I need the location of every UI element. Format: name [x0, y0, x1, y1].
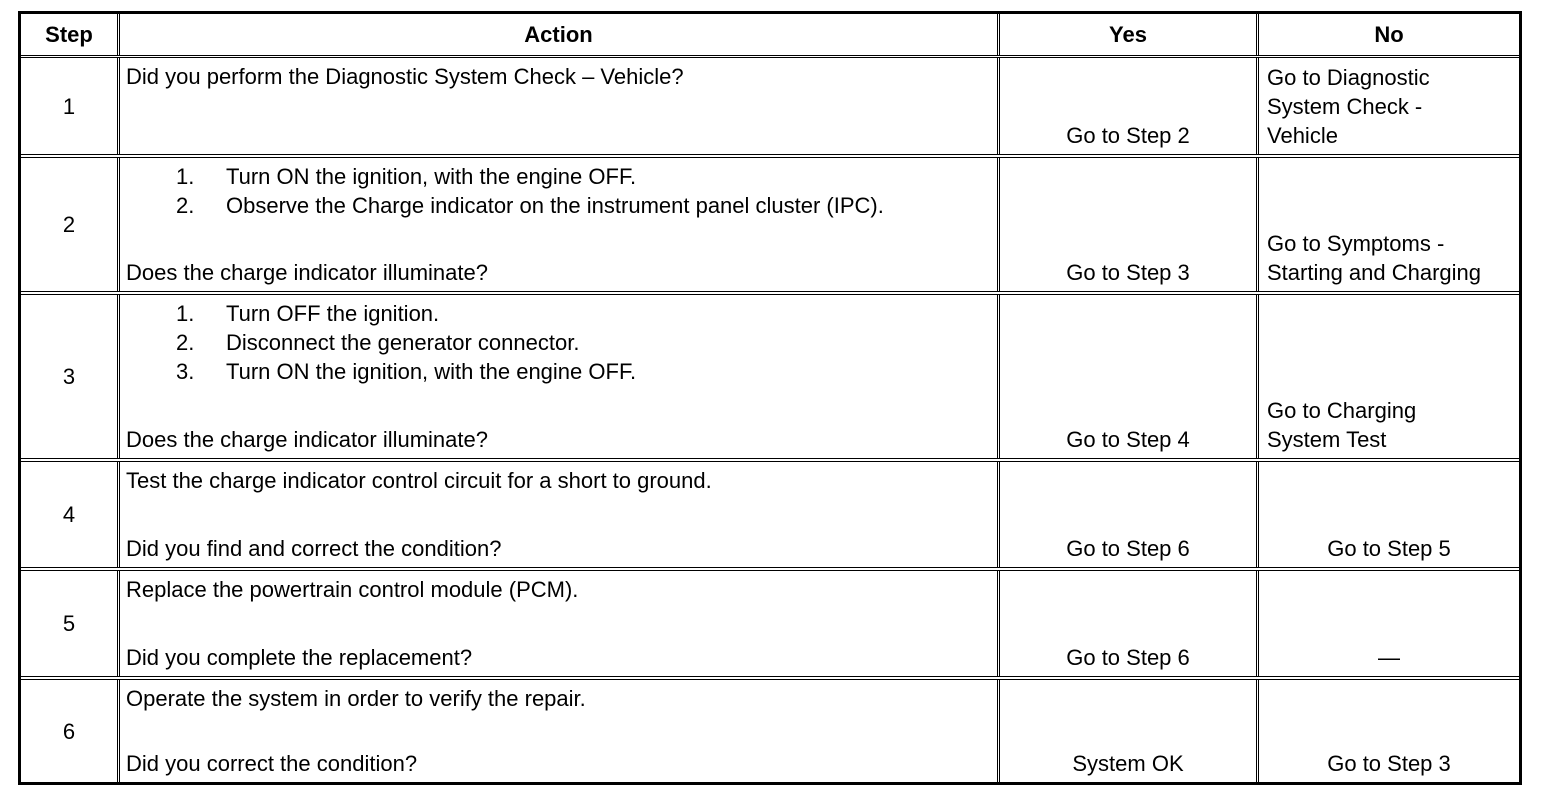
yes-result	[1000, 680, 1259, 782]
yes-result	[1000, 295, 1259, 458]
no-result	[1259, 571, 1519, 676]
yes-result-text: Go to Step 6	[1066, 536, 1190, 561]
action-text	[120, 58, 1000, 154]
list-item	[126, 357, 991, 386]
list-item-text: Disconnect the generator connector.	[226, 330, 580, 355]
header-no: No	[1374, 22, 1404, 47]
yes-result	[1000, 58, 1259, 154]
no-result	[1259, 58, 1519, 154]
no-result	[1259, 462, 1519, 567]
action-text	[120, 680, 1000, 782]
list-item	[126, 328, 991, 357]
list-item-text: Turn ON the ignition, with the engine OFF.	[226, 359, 637, 384]
action-instruction: Operate the system in order to verify the repair.	[126, 686, 586, 711]
yes-result-text: Go to Step 6	[1066, 645, 1190, 670]
yes-result-text: Go to Step 3	[1066, 260, 1190, 285]
list-item	[126, 299, 991, 328]
action-steps-list	[126, 162, 991, 220]
action-question: Did you correct the condition?	[126, 751, 418, 776]
list-item-text: Turn ON the ignition, with the engine OFF.	[226, 164, 637, 189]
list-item-number: 1.	[176, 301, 195, 326]
step-number: 4	[21, 462, 120, 567]
action-instruction: Replace the powertrain control module (PCM).	[126, 577, 579, 602]
table-header-row	[21, 14, 1519, 55]
list-item-number: 2.	[176, 193, 195, 218]
header-action: Action	[120, 14, 1000, 55]
diagnostic-table	[18, 11, 1522, 785]
action-text	[120, 462, 1000, 567]
header-step: Step	[21, 14, 120, 55]
no-result	[1259, 158, 1519, 291]
no-result	[1259, 295, 1519, 458]
list-item	[126, 162, 991, 191]
no-result-text: Go to Charging System Test	[1267, 398, 1417, 452]
action-text	[120, 571, 1000, 676]
list-item-text: Observe the Charge indicator on the instrument panel cluster (IPC).	[226, 193, 884, 218]
action-question: Does the charge indicator illuminate?	[126, 427, 488, 452]
no-result-text: —	[1378, 645, 1400, 670]
list-item-number: 3.	[176, 359, 195, 384]
table-row	[21, 676, 1519, 782]
yes-result	[1000, 158, 1259, 291]
action-question: Did you find and correct the condition?	[126, 536, 502, 561]
table-row	[21, 567, 1519, 676]
action-steps-list	[126, 299, 991, 386]
action-text	[120, 158, 1000, 291]
yes-result	[1000, 462, 1259, 567]
no-result	[1259, 680, 1519, 782]
yes-result-text: System OK	[1072, 751, 1184, 776]
list-item-number: 1.	[176, 164, 195, 189]
no-result-text: Go to Diagnostic System Check - Vehicle	[1267, 65, 1430, 148]
table-row	[21, 55, 1519, 154]
step-number: 1	[21, 58, 120, 154]
action-text	[120, 295, 1000, 458]
step-number: 6	[21, 680, 120, 782]
action-instruction: Did you perform the Diagnostic System Check – Vehicle?	[126, 64, 684, 89]
step-number: 5	[21, 571, 120, 676]
table-row	[21, 291, 1519, 458]
list-item	[126, 191, 991, 220]
no-result-text: Go to Symptoms - Starting and Charging	[1267, 231, 1482, 285]
step-number: 2	[21, 158, 120, 291]
yes-result-text: Go to Step 4	[1066, 427, 1190, 452]
action-question: Did you complete the replacement?	[126, 645, 473, 670]
step-number: 3	[21, 295, 120, 458]
header-yes: Yes	[1000, 14, 1259, 55]
table-row	[21, 458, 1519, 567]
no-result-text: Go to Step 3	[1327, 751, 1451, 776]
no-result-text: Go to Step 5	[1327, 536, 1451, 561]
yes-result-text: Go to Step 2	[1066, 123, 1190, 148]
yes-result	[1000, 571, 1259, 676]
action-question: Does the charge indicator illuminate?	[126, 260, 488, 285]
list-item-number: 2.	[176, 330, 195, 355]
table-row	[21, 154, 1519, 291]
action-instruction: Test the charge indicator control circuit for a short to ground.	[126, 468, 712, 493]
list-item-text: Turn OFF the ignition.	[226, 301, 440, 326]
